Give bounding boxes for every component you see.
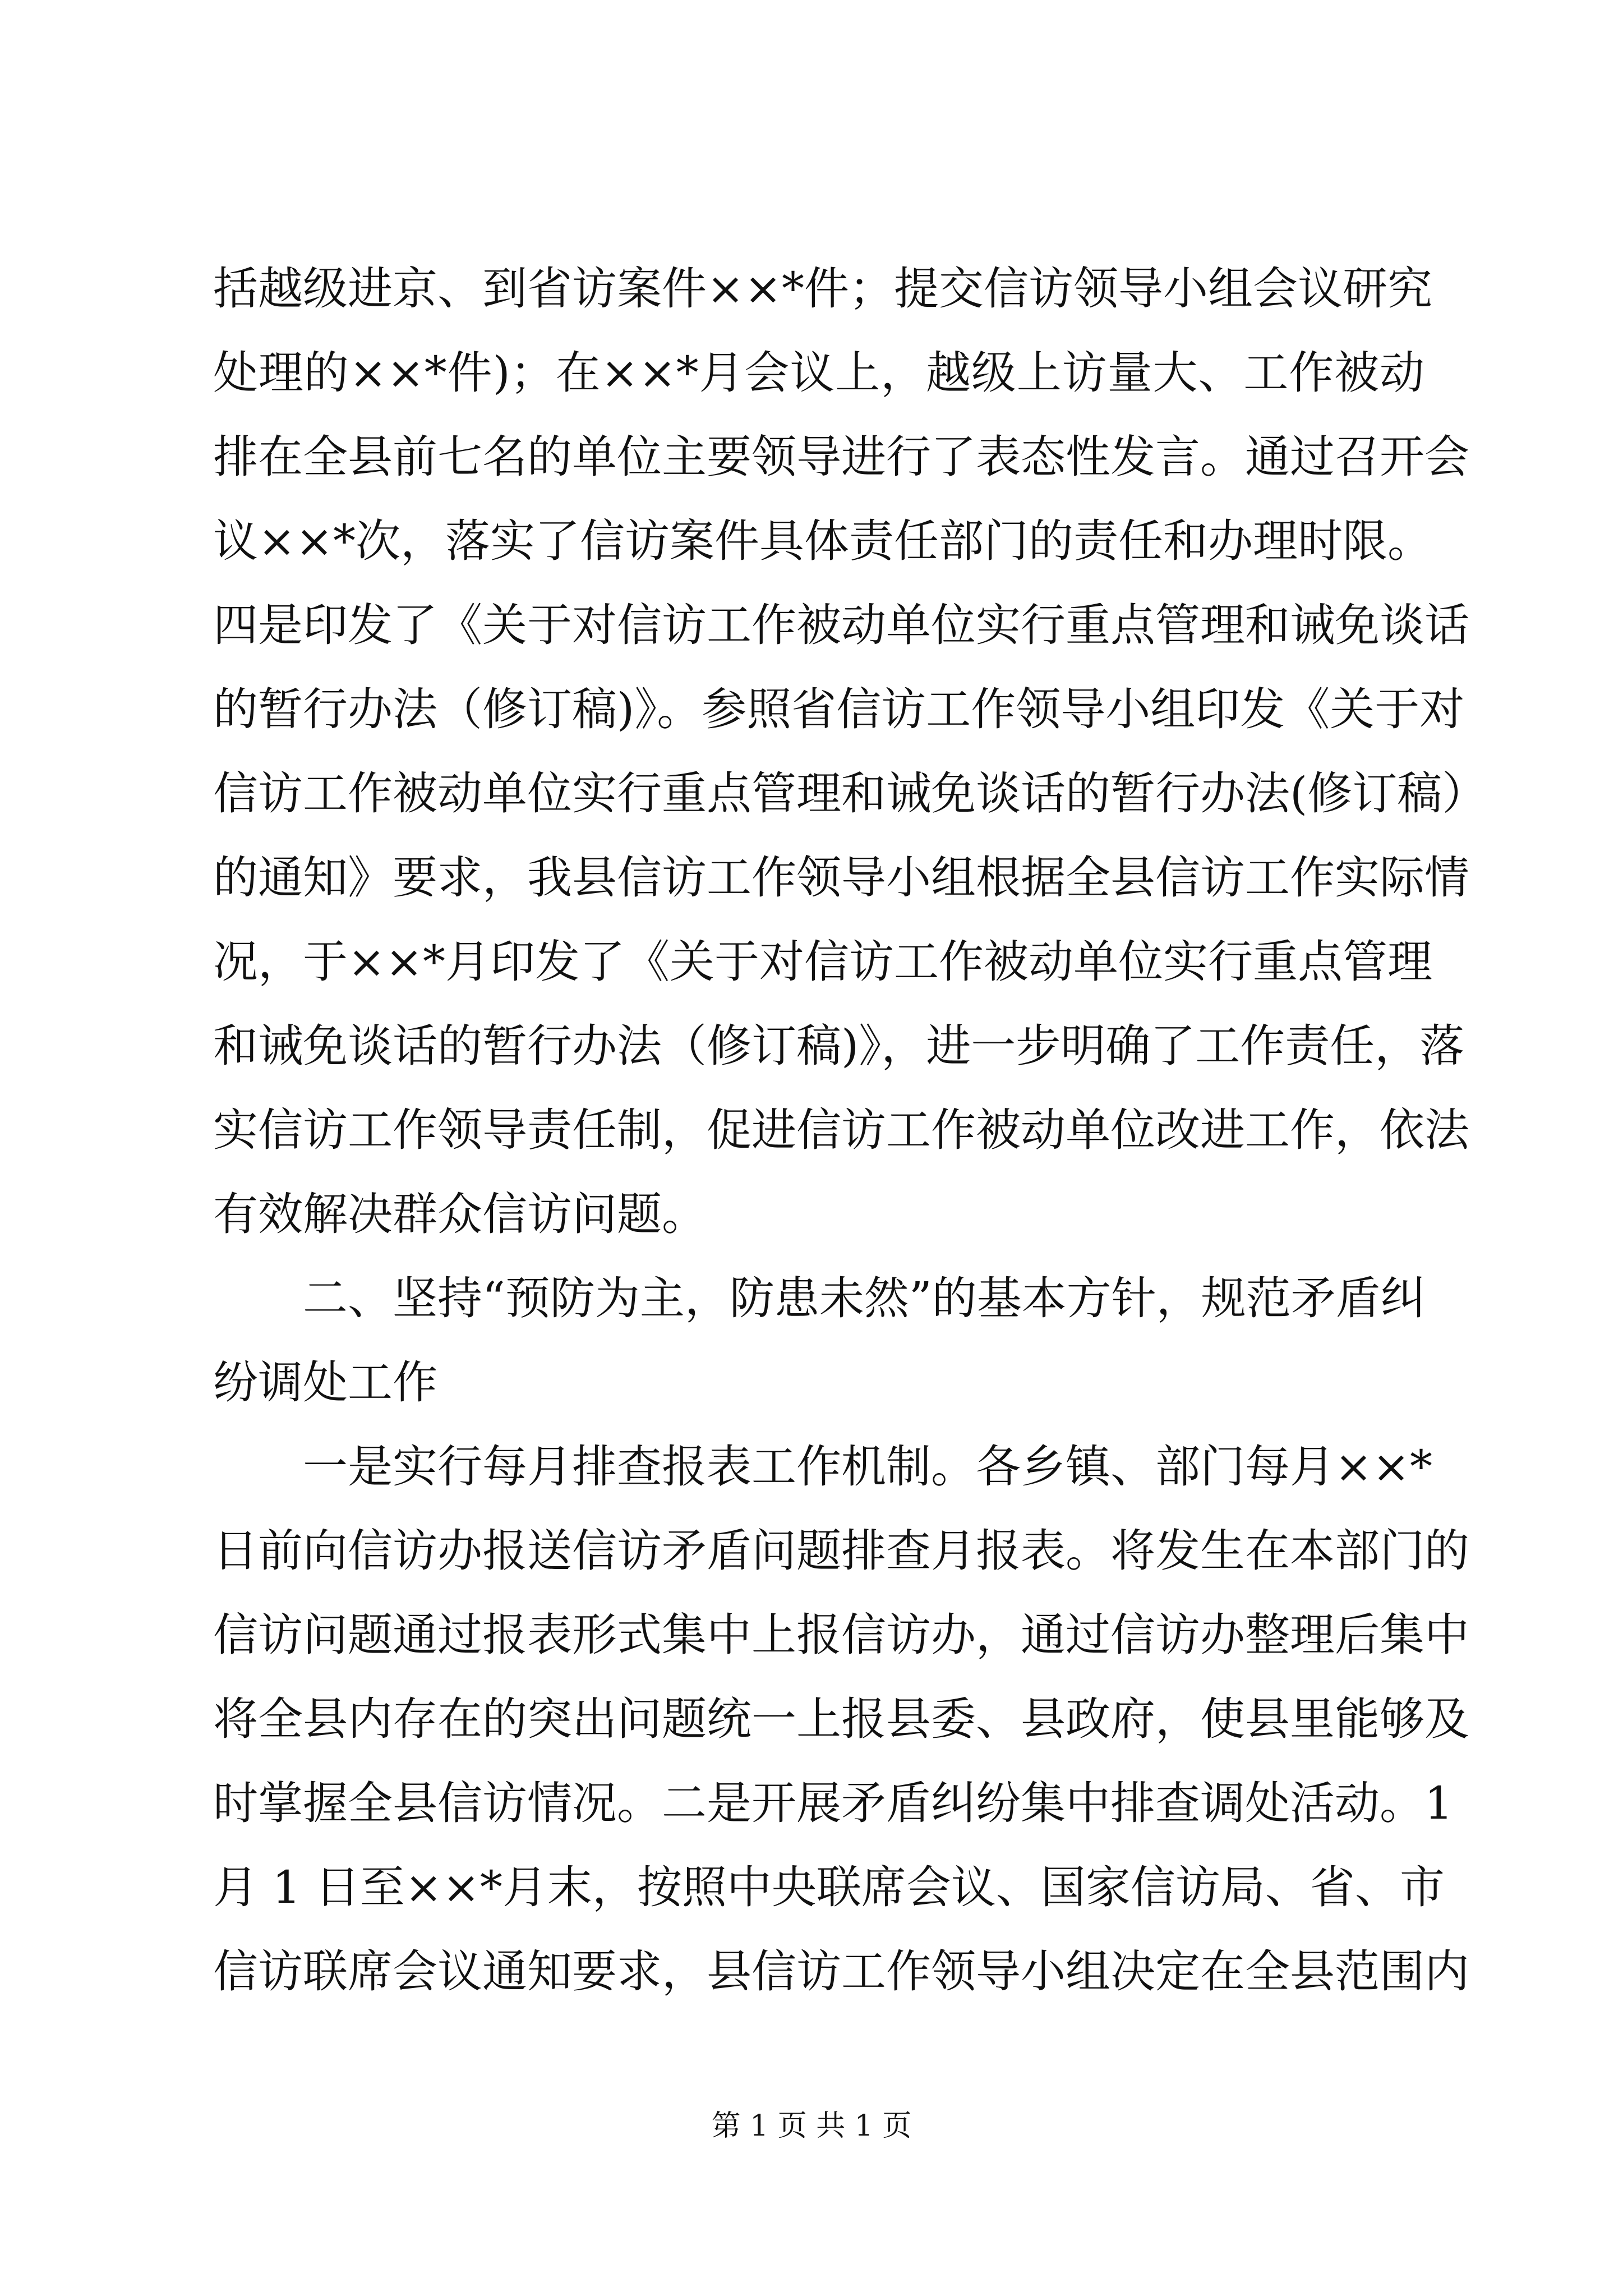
text-line: 的通知》要求，我县信访工作领导小组根据全县信访工作实际情 xyxy=(213,852,1469,904)
section-heading-line: 二、坚持“预防为主，防患未然”的基本方针，规范矛盾纠 xyxy=(303,1272,1426,1324)
section-heading-line: 纷调处工作 xyxy=(213,1356,437,1409)
text-line: 日前向信访办报送信访矛盾问题排查月报表。将发生在本部门的 xyxy=(213,1525,1469,1577)
text-line: 信访问题通过报表形式集中上报信访办，通过信访办整理后集中 xyxy=(213,1609,1469,1661)
text-line: 信访联席会议通知要求，县信访工作领导小组决定在全县范围内 xyxy=(213,1945,1469,1998)
text-line: 四是印发了《关于对信访工作被动单位实行重点管理和诫免谈话 xyxy=(213,599,1469,651)
text-line: 的暂行办法（修订稿)》。参照省信访工作领导小组印发《关于对 xyxy=(213,683,1465,735)
text-line: 时掌握全县信访情况。二是开展矛盾纠纷集中排查调处活动。1 xyxy=(213,1777,1453,1829)
document-body xyxy=(213,247,1487,2014)
page-number: 第 1 页 共 1 页 xyxy=(711,2109,912,2143)
text-line: 有效解决群众信访问题。 xyxy=(213,1188,707,1240)
text-line: 信访工作被动单位实行重点管理和诫免谈话的暂行办法(修订稿） xyxy=(213,767,1487,820)
text-line: 议××*次，落实了信访案件具体责任部门的责任和办理时限。 xyxy=(213,515,1433,567)
text-line: 一是实行每月排查报表工作机制。各乡镇、部门每月××* xyxy=(303,1441,1433,1493)
page-footer xyxy=(0,2106,1623,2146)
text-line: 实信访工作领导责任制，促进信访工作被动单位改进工作，依法 xyxy=(213,1104,1469,1156)
text-line: 月 1 日至××*月末，按照中央联席会议、国家信访局、省、市 xyxy=(213,1861,1445,1913)
text-line: 处理的××*件)；在××*月会议上，越级上访量大、工作被动 xyxy=(213,347,1424,399)
text-line: 况，于××*月印发了《关于对信访工作被动单位实行重点管理 xyxy=(213,936,1433,988)
text-line: 括越级进京、到省访案件××*件；提交信访领导小组会议研究 xyxy=(213,263,1433,315)
text-line: 将全县内存在的突出问题统一上报县委、县政府，使县里能够及 xyxy=(213,1693,1469,1745)
text-line: 排在全县前七名的单位主要领导进行了表态性发言。通过召开会 xyxy=(213,431,1469,483)
text-line: 和诫免谈话的暂行办法（修订稿)》，进一步明确了工作责任，落 xyxy=(213,1020,1465,1072)
